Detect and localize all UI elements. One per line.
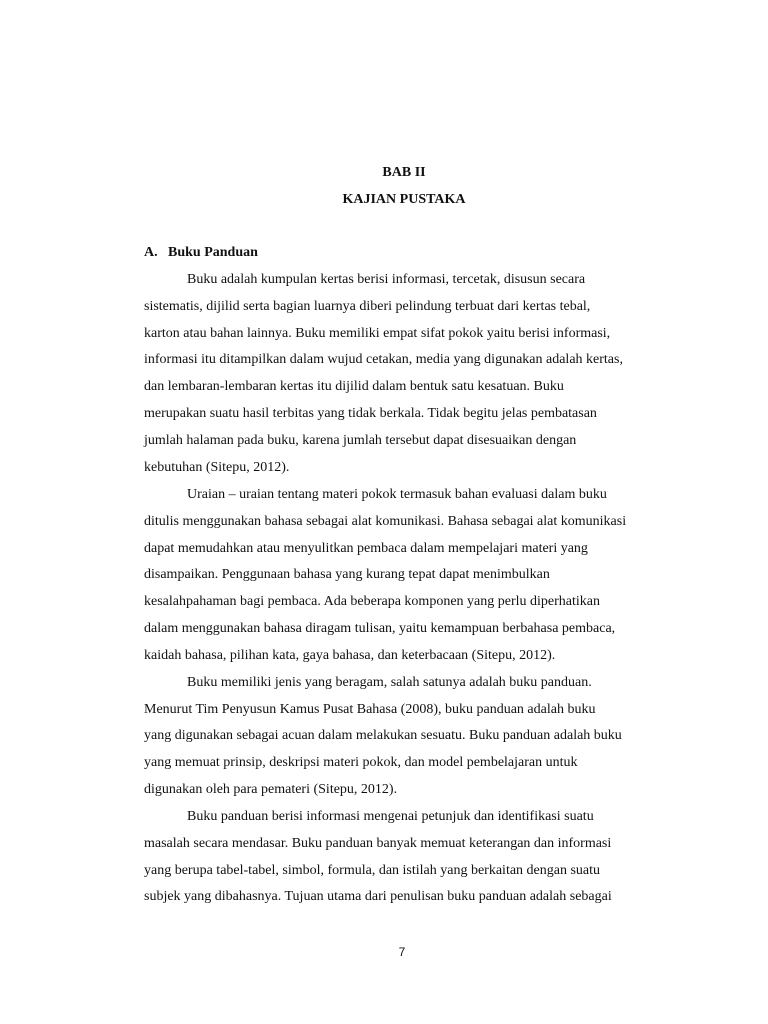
body-line: sistematis, dijilid serta bagian luarnya diberi pelindung terbuat dari kertas tebal, (144, 299, 591, 314)
section-heading (144, 245, 258, 261)
section-letter: A. (144, 245, 158, 260)
body-line: kesalahpahaman bagi pembaca. Ada beberapa komponen yang perlu diperhatikan (144, 594, 600, 609)
body-line: kebutuhan (Sitepu, 2012). (144, 460, 290, 475)
body-line: informasi itu ditampilkan dalam wujud cetakan, media yang digunakan adalah kertas, (144, 352, 623, 367)
body-line: masalah secara mendasar. Buku panduan banyak memuat keterangan dan informasi (144, 836, 612, 851)
body-line: Menurut Tim Penyusun Kamus Pusat Bahasa (2008), buku panduan adalah buku (144, 702, 596, 717)
chapter-title: KAJIAN PUSTAKA (342, 192, 466, 207)
body-line: yang digunakan sebagai acuan dalam melakukan sesuatu. Buku panduan adalah buku (144, 728, 622, 743)
body-line: Buku adalah kumpulan kertas berisi informasi, tercetak, disusun secara (187, 272, 586, 287)
body-line: jumlah halaman pada buku, karena jumlah tersebut dapat disesuaikan dengan (144, 433, 577, 448)
body-line: ditulis menggunakan bahasa sebagai alat komunikasi. Bahasa sebagai alat komunikasi (144, 514, 627, 529)
body-line: karton atau bahan lainnya. Buku memiliki empat sifat pokok yaitu berisi informasi, (144, 326, 611, 341)
body-line: Buku memiliki jenis yang beragam, salah satunya adalah buku panduan. (187, 675, 592, 690)
body-line: dalam menggunakan bahasa diragam tulisan, yaitu kemampuan berbahasa pembaca, (144, 621, 616, 636)
body-line: disampaikan. Penggunaan bahasa yang kurang tepat dapat menimbulkan (144, 567, 550, 582)
body-line: dapat memudahkan atau menyulitkan pembaca dalam mempelajari materi yang (144, 541, 588, 556)
body-line: yang berupa tabel-tabel, simbol, formula, dan istilah yang berkaitan dengan suatu (144, 863, 601, 878)
page-number: 7 (398, 945, 406, 959)
body-line: merupakan suatu hasil terbitas yang tidak berkala. Tidak begitu jelas pembatasan (144, 406, 597, 421)
body-line: subjek yang dibahasnya. Tujuan utama dari penulisan buku panduan adalah sebagai (144, 889, 612, 904)
section-title: Buku Panduan (168, 245, 258, 260)
body-line: dan lembaran-lembaran kertas itu dijilid dalam bentuk satu kesatuan. Buku (144, 379, 564, 394)
body-line: kaidah bahasa, pilihan kata, gaya bahasa, dan keterbacaan (Sitepu, 2012). (144, 648, 556, 663)
chapter-number: BAB II (382, 165, 426, 180)
body-line: Uraian – uraian tentang materi pokok termasuk bahan evaluasi dalam buku (187, 487, 607, 502)
body-line: digunakan oleh para pemateri (Sitepu, 2012). (144, 782, 398, 797)
body-line: Buku panduan berisi informasi mengenai petunjuk dan identifikasi suatu (187, 809, 594, 824)
body-line: yang memuat prinsip, deskripsi materi pokok, dan model pembelajaran untuk (144, 755, 578, 770)
